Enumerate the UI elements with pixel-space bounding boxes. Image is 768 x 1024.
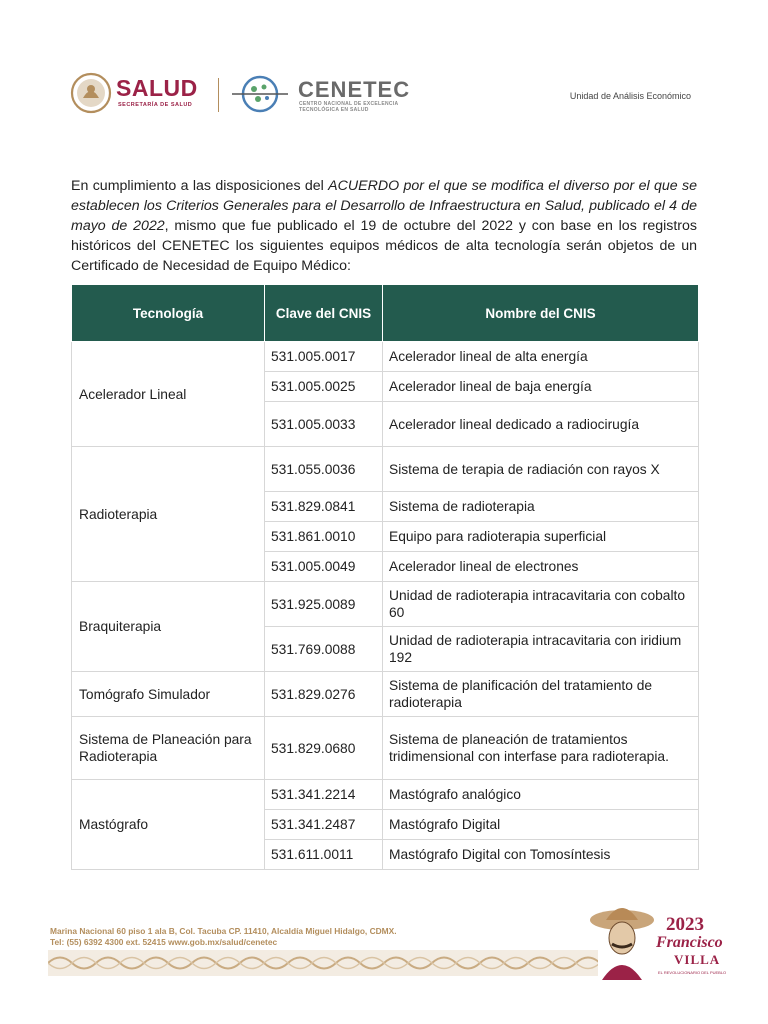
logo-divider [218,78,219,112]
villa-portrait-icon [588,900,656,980]
clave-cell: 531.341.2487 [265,810,383,840]
cenetec-logo [230,70,430,118]
table-header-row [72,285,699,342]
nombre-cell: Equipo para radioterapia superficial [383,522,699,552]
clave-cell: 531.829.0841 [265,492,383,522]
intro-agreement-title: ACUERDO por el que se modifica el diverso por el que se establecen los Criterios Generales para el Desarrollo de Infraestructura en Salud, publicado el 4 de mayo de 2022 [71,178,697,235]
clave-cell: 531.769.0088 [265,627,383,672]
nombre-cell: Acelerador lineal de baja energía [383,372,699,402]
table-row [72,672,699,717]
salud-logo [70,70,215,118]
header-tecnologia: Tecnología [72,285,265,342]
clave-cell: 531.005.0033 [265,402,383,447]
nombre-cell: Mastógrafo Digital [383,810,699,840]
clave-cell: 531.005.0049 [265,552,383,582]
nombre-cell: Sistema de planificación del tratamiento de radioterapia [383,672,699,717]
mexico-coat-of-arms-icon [70,72,112,114]
clave-cell: 531.055.0036 [265,447,383,492]
clave-cell: 531.829.0276 [265,672,383,717]
cenetec-subtitle [299,101,419,113]
nombre-cell: Acelerador lineal de electrones [383,552,699,582]
header-nombre: Nombre del CNIS [383,285,699,342]
tecnologia-cell: Acelerador Lineal [72,342,265,447]
villa-surname: VILLA [674,952,721,967]
tecnologia-cell: Braquiterapia [72,582,265,672]
nombre-cell: Sistema de terapia de radiación con rayos X [383,447,699,492]
clave-cell: 531.341.2214 [265,780,383,810]
cnis-table [71,284,699,870]
villa-name: Francisco [656,934,723,951]
tecnologia-cell: Tomógrafo Simulador [72,672,265,717]
tecnologia-cell: Sistema de Planeación para Radioterapia [72,717,265,780]
nombre-cell: Unidad de radioterapia intracavitaria con cobalto 60 [383,582,699,627]
nombre-cell: Mastógrafo Digital con Tomosíntesis [383,840,699,870]
cenetec-wordmark: CENETEC [298,77,411,102]
villa-tagline: EL REVOLUCIONARIO DEL PUEBLO [658,970,727,975]
intro-paragraph [71,176,697,276]
nombre-cell: Sistema de planeación de tratamientos tridimensional con interfase para radioterapia. [383,717,699,780]
table-row [72,582,699,627]
decorative-ornament-band [48,950,598,976]
clave-cell: 531.925.0089 [265,582,383,627]
clave-cell: 531.829.0680 [265,717,383,780]
clave-cell: 531.861.0010 [265,522,383,552]
table-row [72,717,699,780]
nombre-cell: Acelerador lineal de alta energía [383,342,699,372]
intro-text-start: En cumplimiento a las disposiciones del [71,178,329,195]
intro-text-end: , mismo que fue publicado el 19 de octubre del 2022 y con base en los registros históricos del CENETEC los siguientes equipos médicos de alta tecnología serán objetos de un Certificado de Necesidad de Equipo Médico: [71,218,698,275]
footer-contact-line: Tel: (55) 6392 4300 ext. 52415 www.gob.mx/salud/cenetec [50,937,278,947]
footer-address [50,926,397,948]
cenetec-subtitle-line1: CENTRO NACIONAL DE EXCELENCIA [299,101,399,107]
nombre-cell: Sistema de radioterapia [383,492,699,522]
clave-cell: 531.005.0017 [265,342,383,372]
salud-subtitle: SECRETARÍA DE SALUD [118,102,193,108]
nombre-cell: Acelerador lineal dedicado a radiocirugía [383,402,699,447]
tecnologia-cell: Radioterapia [72,447,265,582]
clave-cell: 531.005.0025 [265,372,383,402]
unit-label: Unidad de Análisis Económico [569,91,691,101]
cenetec-subtitle-line2: TECNOLÓGICA EN SALUD [299,107,369,113]
salud-wordmark: SALUD [116,75,198,101]
tecnologia-cell: Mastógrafo [72,780,265,870]
header-clave: Clave del CNIS [265,285,383,342]
table-row [72,342,699,372]
letterhead [70,70,700,120]
nombre-cell: Mastógrafo analógico [383,780,699,810]
footer-address-line: Marina Nacional 60 piso 1 ala B, Col. Tacuba CP. 11410, Alcaldía Miguel Hidalgo, CDMX. [50,926,397,936]
table-row [72,780,699,810]
villa-year: 2023 [666,914,704,935]
clave-cell: 531.611.0011 [265,840,383,870]
cenetec-emblem-icon [230,74,290,114]
nombre-cell: Unidad de radioterapia intracavitaria con iridium 192 [383,627,699,672]
francisco-villa-2023-logo [588,900,728,988]
table-row [72,447,699,492]
